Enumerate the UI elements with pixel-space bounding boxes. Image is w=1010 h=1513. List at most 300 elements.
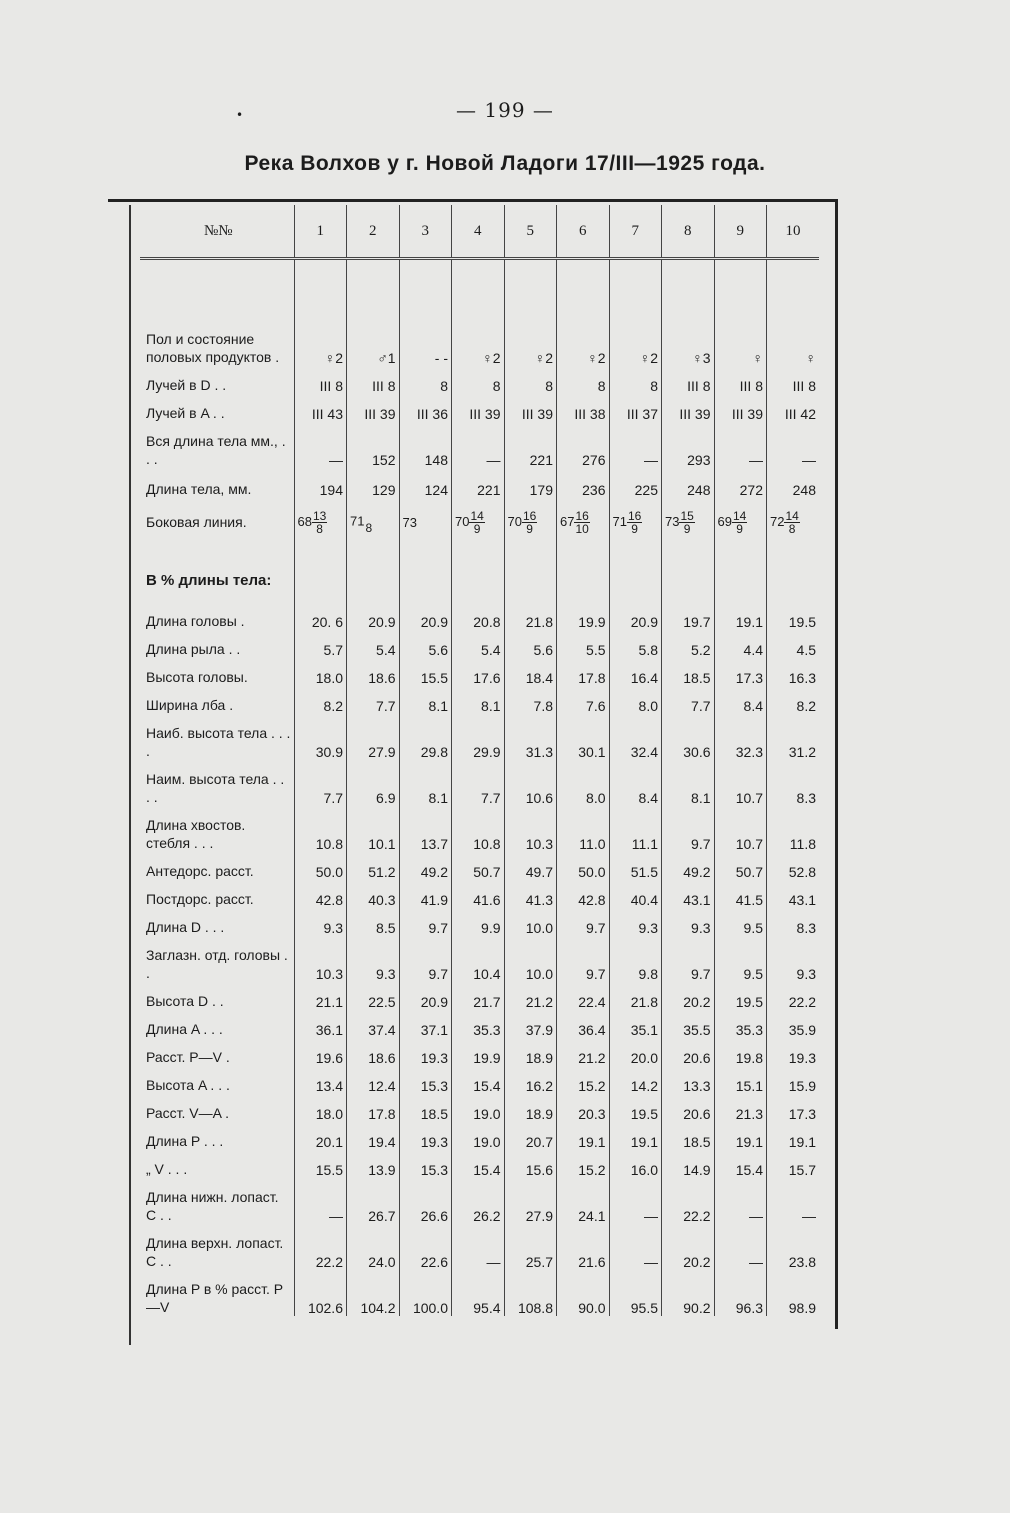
table-cell: — (609, 1178, 662, 1224)
scale-fraction (364, 510, 373, 534)
table-cell: 30.1 (557, 714, 610, 760)
empty-cell (452, 546, 505, 590)
table-cell: 20.9 (399, 602, 452, 630)
table-cell: 27.9 (504, 1178, 557, 1224)
table-cell: 8 (504, 366, 557, 394)
column-header-7: 7 (609, 205, 662, 259)
table-cell: 13.3 (662, 1066, 715, 1094)
table-cell: 19.3 (767, 1038, 820, 1066)
table-cell: 8.0 (557, 760, 610, 806)
table-cell: — (767, 422, 820, 468)
table-cell: 293 (662, 422, 715, 468)
table-cell: 18.0 (294, 658, 347, 686)
table-cell: 17.3 (767, 1094, 820, 1122)
scale-fraction (574, 510, 589, 535)
table-cell: 15.4 (714, 1150, 767, 1178)
table-cell: 18.5 (399, 1094, 452, 1122)
fraction-denominator: 9 (631, 521, 638, 536)
table-cell: 24.0 (347, 1224, 400, 1270)
table-cell: 21.3 (714, 1094, 767, 1122)
scale-fraction (732, 510, 747, 535)
row-label: Заглазн. отд. головы . . (146, 947, 288, 981)
row-label: Длина нижн. лопаст. C . . (146, 1189, 279, 1223)
table-cell: 32.3 (714, 714, 767, 760)
table-cell: 18.4 (504, 658, 557, 686)
table-cell: 22.5 (347, 982, 400, 1010)
table-cell: 90.2 (662, 1270, 715, 1316)
row-label: Длина рыла . . (146, 641, 241, 657)
table-row (140, 1224, 819, 1270)
table-cell: 5.4 (347, 630, 400, 658)
table-cell: 15.5 (399, 658, 452, 686)
table-cell: 19.1 (714, 602, 767, 630)
table-cell: 248 (767, 468, 820, 498)
table-cell: 20.6 (662, 1094, 715, 1122)
table-cell: 19.9 (452, 1038, 505, 1066)
column-header-1: 1 (294, 205, 347, 259)
table-cell: 42.8 (294, 880, 347, 908)
table-cell: 9.7 (557, 908, 610, 936)
scale-count: 73 (665, 513, 680, 529)
row-label: Длина P . . . (146, 1133, 224, 1149)
table-cell: 4.4 (714, 630, 767, 658)
table-right-rule (835, 199, 838, 1329)
table-cell: 148 (399, 422, 452, 468)
table-cell: 19.5 (609, 1094, 662, 1122)
table-row (140, 394, 819, 422)
table-cell: ♀2 (294, 294, 347, 366)
table-cell: 16.4 (609, 658, 662, 686)
column-header-8: 8 (662, 205, 715, 259)
table-cell: 15.7 (767, 1150, 820, 1178)
table-cell: 51.2 (347, 852, 400, 880)
table-row (140, 602, 819, 630)
table-cell: 18.0 (294, 1094, 347, 1122)
table-cell: ♀ (767, 294, 820, 366)
table-cell: 43.1 (662, 880, 715, 908)
table-cell: 248 (662, 468, 715, 498)
lateral-line-cell (662, 498, 715, 546)
fraction-numerator: 16 (627, 508, 642, 523)
table-cell: 7.7 (347, 686, 400, 714)
table-cell: — (609, 1224, 662, 1270)
row-label: Длина D . . . (146, 919, 225, 935)
table-cell: 8 (452, 366, 505, 394)
section-label: В % длины тела: (146, 572, 272, 589)
table-cell: — (452, 422, 505, 468)
table-top-rule (108, 199, 838, 202)
table-cell: 22.6 (399, 1224, 452, 1270)
table-row (140, 1270, 819, 1316)
table-cell: ♂1 (347, 294, 400, 366)
table-row (140, 852, 819, 880)
table-cell: — (294, 1178, 347, 1224)
empty-cell (399, 546, 452, 590)
table-cell: 179 (504, 468, 557, 498)
table-cell: 19.9 (557, 602, 610, 630)
table-cell: 16.2 (504, 1066, 557, 1094)
table-cell: 152 (347, 422, 400, 468)
table-cell: 20.3 (557, 1094, 610, 1122)
table-row (140, 294, 819, 366)
table-cell: 37.4 (347, 1010, 400, 1038)
table-cell: 8 (399, 366, 452, 394)
table-cell: III 8 (714, 366, 767, 394)
table-cell: 20.9 (399, 982, 452, 1010)
table-cell: 50.7 (452, 852, 505, 880)
table-cell: 41.5 (714, 880, 767, 908)
row-label: Пол и состояние половых продуктов . (146, 331, 280, 365)
row-label: Длина хвостов. стебля . . . (146, 817, 246, 851)
table-cell: 18.9 (504, 1038, 557, 1066)
table-cell: 18.6 (347, 658, 400, 686)
table-row (140, 806, 819, 852)
table-cell: 18.5 (662, 658, 715, 686)
table-cell: 15.4 (452, 1066, 505, 1094)
table-cell: 15.3 (399, 1150, 452, 1178)
lateral-line-cell (452, 498, 505, 546)
fraction-denominator: 8 (365, 521, 373, 535)
scale-count: 69 (717, 513, 732, 529)
table-cell: 41.9 (399, 880, 452, 908)
table-row (140, 1066, 819, 1094)
scale-count: 67 (560, 513, 575, 529)
fraction-denominator: 8 (316, 521, 323, 536)
table-cell: 15.2 (557, 1066, 610, 1094)
table-cell: 41.6 (452, 880, 505, 908)
table-cell: 8 (557, 366, 610, 394)
table-cell: 194 (294, 468, 347, 498)
scale-fraction (627, 510, 642, 535)
fraction-numerator: 16 (522, 508, 537, 523)
scale-count: 71 (612, 513, 627, 529)
table-cell: 10.8 (294, 806, 347, 852)
scale-count: 70 (507, 513, 522, 529)
lateral-line-cell (714, 498, 767, 546)
row-label: Боковая линия. (146, 514, 247, 530)
table-row (140, 936, 819, 982)
table-cell: 21.8 (609, 982, 662, 1010)
fraction-numerator: 14 (732, 508, 747, 523)
table-cell: 51.5 (609, 852, 662, 880)
table-cell: 10.0 (504, 936, 557, 982)
table-cell: 5.8 (609, 630, 662, 658)
table-cell: 276 (557, 422, 610, 468)
table-cell: 104.2 (347, 1270, 400, 1316)
scale-fraction (679, 510, 694, 535)
table-cell: 30.6 (662, 714, 715, 760)
table-cell: 22.2 (294, 1224, 347, 1270)
table-cell: 19.5 (714, 982, 767, 1010)
table-cell: 8.4 (609, 760, 662, 806)
table-cell: 15.2 (557, 1150, 610, 1178)
table-cell: 19.5 (767, 602, 820, 630)
table-cell: 5.5 (557, 630, 610, 658)
table-cell: 7.7 (452, 760, 505, 806)
table-cell: 17.8 (557, 658, 610, 686)
table-cell: — (714, 422, 767, 468)
table-cell: III 38 (557, 394, 610, 422)
scale-fraction (469, 510, 484, 535)
row-label: Лучей в D . . (146, 377, 227, 393)
table-row-lateral-line (140, 498, 819, 546)
table-cell: 32.4 (609, 714, 662, 760)
table-row (140, 760, 819, 806)
spacer-row (140, 259, 819, 295)
table-cell: 5.6 (399, 630, 452, 658)
row-label: Наиб. высота тела . . . . (146, 725, 291, 759)
empty-cell (714, 546, 767, 590)
fraction-numerator: 14 (785, 508, 799, 523)
table-cell: 17.8 (347, 1094, 400, 1122)
table-cell: — (767, 1178, 820, 1224)
table-cell: 19.1 (557, 1122, 610, 1150)
row-label: Лучей в A . . (146, 405, 225, 421)
table-left-rule (129, 205, 131, 1345)
table-cell: 21.2 (504, 982, 557, 1010)
lateral-line-cell (347, 498, 400, 546)
table-cell: 18.5 (662, 1122, 715, 1150)
table-row (140, 1094, 819, 1122)
empty-cell (294, 546, 347, 590)
table-cell: — (452, 1224, 505, 1270)
empty-cell (557, 546, 610, 590)
scale-count: 73 (402, 515, 417, 530)
table-cell: 35.3 (714, 1010, 767, 1038)
gap-row (140, 590, 819, 602)
table-header-row (140, 205, 819, 259)
table-cell: 10.0 (504, 908, 557, 936)
table-cell: III 8 (347, 366, 400, 394)
table-cell: 8.3 (767, 760, 820, 806)
column-header-3: 3 (399, 205, 452, 259)
table-row (140, 630, 819, 658)
table-row (140, 1010, 819, 1038)
table-cell: 9.7 (557, 936, 610, 982)
table-cell: 6.9 (347, 760, 400, 806)
table-cell: 5.4 (452, 630, 505, 658)
column-header-9: 9 (714, 205, 767, 259)
fraction-numerator: 14 (470, 508, 484, 523)
table-cell: 21.8 (504, 602, 557, 630)
table-cell: 22.2 (662, 1178, 715, 1224)
table-cell: 221 (452, 468, 505, 498)
measurements-table (140, 205, 819, 1316)
table-cell: 16.0 (609, 1150, 662, 1178)
table-cell: 11.1 (609, 806, 662, 852)
table-cell: III 39 (452, 394, 505, 422)
table-cell: 9.5 (714, 908, 767, 936)
row-label: Антедорс. расст. (146, 863, 254, 879)
table-cell: 5.6 (504, 630, 557, 658)
table-cell: 19.8 (714, 1038, 767, 1066)
table-row (140, 422, 819, 468)
table-cell: 21.2 (557, 1038, 610, 1066)
table-cell: III 39 (714, 394, 767, 422)
scale-count: 71 (350, 513, 365, 529)
table-cell: 100.0 (399, 1270, 452, 1316)
table-cell: 14.2 (609, 1066, 662, 1094)
table-cell: 19.7 (662, 602, 715, 630)
table-cell: 10.6 (504, 760, 557, 806)
table-cell: 90.0 (557, 1270, 610, 1316)
row-label: Высота A . . . (146, 1077, 230, 1093)
table-cell: 7.8 (504, 686, 557, 714)
row-label: Высота головы. (146, 669, 248, 685)
table-cell: 35.9 (767, 1010, 820, 1038)
column-header-2: 2 (347, 205, 400, 259)
table-cell: 108.8 (504, 1270, 557, 1316)
row-label: Расст. P—V . (146, 1049, 230, 1065)
row-label: Длина головы . (146, 613, 245, 629)
table-cell: 42.8 (557, 880, 610, 908)
table-cell: 8 (609, 366, 662, 394)
column-header-4: 4 (452, 205, 505, 259)
table-cell: 35.5 (662, 1010, 715, 1038)
section-row (140, 546, 819, 590)
table-cell: 50.0 (294, 852, 347, 880)
lateral-line-cell (767, 498, 820, 546)
table-cell: 15.9 (767, 1066, 820, 1094)
table-row (140, 880, 819, 908)
table-cell: 13.9 (347, 1150, 400, 1178)
empty-cell (662, 546, 715, 590)
empty-cell (609, 546, 662, 590)
table-cell: 23.8 (767, 1224, 820, 1270)
table-cell: 129 (347, 468, 400, 498)
table-row (140, 366, 819, 394)
table-cell: 17.3 (714, 658, 767, 686)
table-cell: 10.3 (504, 806, 557, 852)
table-cell: 40.4 (609, 880, 662, 908)
table-cell: 19.1 (714, 1122, 767, 1150)
table-cell: 36.1 (294, 1010, 347, 1038)
table-cell: 102.6 (294, 1270, 347, 1316)
table-cell: 26.7 (347, 1178, 400, 1224)
table-cell: 9.3 (662, 908, 715, 936)
table-cell: 19.3 (399, 1122, 452, 1150)
lateral-line-cell (294, 498, 347, 546)
column-header-10: 10 (767, 205, 820, 259)
table-cell: 29.9 (452, 714, 505, 760)
table-cell: — (294, 422, 347, 468)
lateral-line-cell (504, 498, 557, 546)
table-row (140, 982, 819, 1010)
table-cell: 52.8 (767, 852, 820, 880)
table-cell: 8.5 (347, 908, 400, 936)
table-cell: 4.5 (767, 630, 820, 658)
table-cell: 98.9 (767, 1270, 820, 1316)
stray-dot: • (236, 108, 244, 122)
table-cell: 20.8 (452, 602, 505, 630)
row-label: Длина A . . . (146, 1021, 223, 1037)
table-row (140, 714, 819, 760)
table-row (140, 908, 819, 936)
table-cell: 8.1 (399, 760, 452, 806)
table-row (140, 658, 819, 686)
table-cell: 8.1 (399, 686, 452, 714)
table-cell: 7.6 (557, 686, 610, 714)
table-cell: 15.6 (504, 1150, 557, 1178)
table-cell: 25.7 (504, 1224, 557, 1270)
table-cell: — (714, 1178, 767, 1224)
table-cell: 9.5 (714, 936, 767, 982)
table-cell: 20.9 (609, 602, 662, 630)
table-cell: 17.6 (452, 658, 505, 686)
fraction-denominator: 9 (473, 521, 481, 536)
table-cell: 5.2 (662, 630, 715, 658)
table-cell: III 39 (504, 394, 557, 422)
table-cell: 19.0 (452, 1094, 505, 1122)
column-header-6: 6 (557, 205, 610, 259)
table-cell: 19.1 (609, 1122, 662, 1150)
fraction-denominator: 9 (526, 521, 533, 536)
table-cell: 40.3 (347, 880, 400, 908)
table-cell: 10.8 (452, 806, 505, 852)
table-cell: 20.1 (294, 1122, 347, 1150)
table-cell: 95.5 (609, 1270, 662, 1316)
table-cell: III 8 (294, 366, 347, 394)
table-row (140, 1122, 819, 1150)
table-row (140, 1178, 819, 1224)
table-cell: 7.7 (662, 686, 715, 714)
row-label: Длина тела, мм. (146, 481, 252, 497)
table-cell: 19.3 (399, 1038, 452, 1066)
table-cell: 20.0 (609, 1038, 662, 1066)
fraction-numerator: 16 (575, 508, 589, 523)
table-cell: 13.7 (399, 806, 452, 852)
table-cell: ♀2 (557, 294, 610, 366)
table-row (140, 1038, 819, 1066)
table-cell: 27.9 (347, 714, 400, 760)
table-cell: 50.0 (557, 852, 610, 880)
lateral-line-cell (557, 498, 610, 546)
table-cell: 96.3 (714, 1270, 767, 1316)
fraction-denominator: 8 (788, 521, 796, 536)
table-row (140, 686, 819, 714)
table-cell: III 39 (347, 394, 400, 422)
table-body (140, 259, 819, 1317)
table-cell: 8.3 (767, 908, 820, 936)
table-cell: 8.0 (609, 686, 662, 714)
table-cell: 15.4 (452, 1150, 505, 1178)
table-cell: III 43 (294, 394, 347, 422)
table-cell: 272 (714, 468, 767, 498)
table-cell: 37.9 (504, 1010, 557, 1038)
table-cell: - - (399, 294, 452, 366)
table-cell: 43.1 (767, 880, 820, 908)
table-cell: 11.0 (557, 806, 610, 852)
table-cell: 31.3 (504, 714, 557, 760)
table-cell: 8.1 (452, 686, 505, 714)
lateral-line-cell (399, 498, 452, 546)
table-cell: 12.4 (347, 1066, 400, 1094)
row-label: Постдорс. расст. (146, 891, 254, 907)
empty-cell (767, 546, 820, 590)
table-cell: ♀ (714, 294, 767, 366)
page-title: Река Волхов у г. Новой Ладоги 17/III—1925 года. (244, 152, 766, 175)
table-cell: 9.9 (452, 908, 505, 936)
table-cell: 124 (399, 468, 452, 498)
table-cell: 22.4 (557, 982, 610, 1010)
table-cell: 18.6 (347, 1038, 400, 1066)
column-header-5: 5 (504, 205, 557, 259)
table-cell: 9.7 (399, 908, 452, 936)
table-cell: 19.4 (347, 1122, 400, 1150)
row-label: Длина P в % расст. P—V (146, 1281, 284, 1315)
table-cell: 22.2 (767, 982, 820, 1010)
empty-cell (504, 546, 557, 590)
